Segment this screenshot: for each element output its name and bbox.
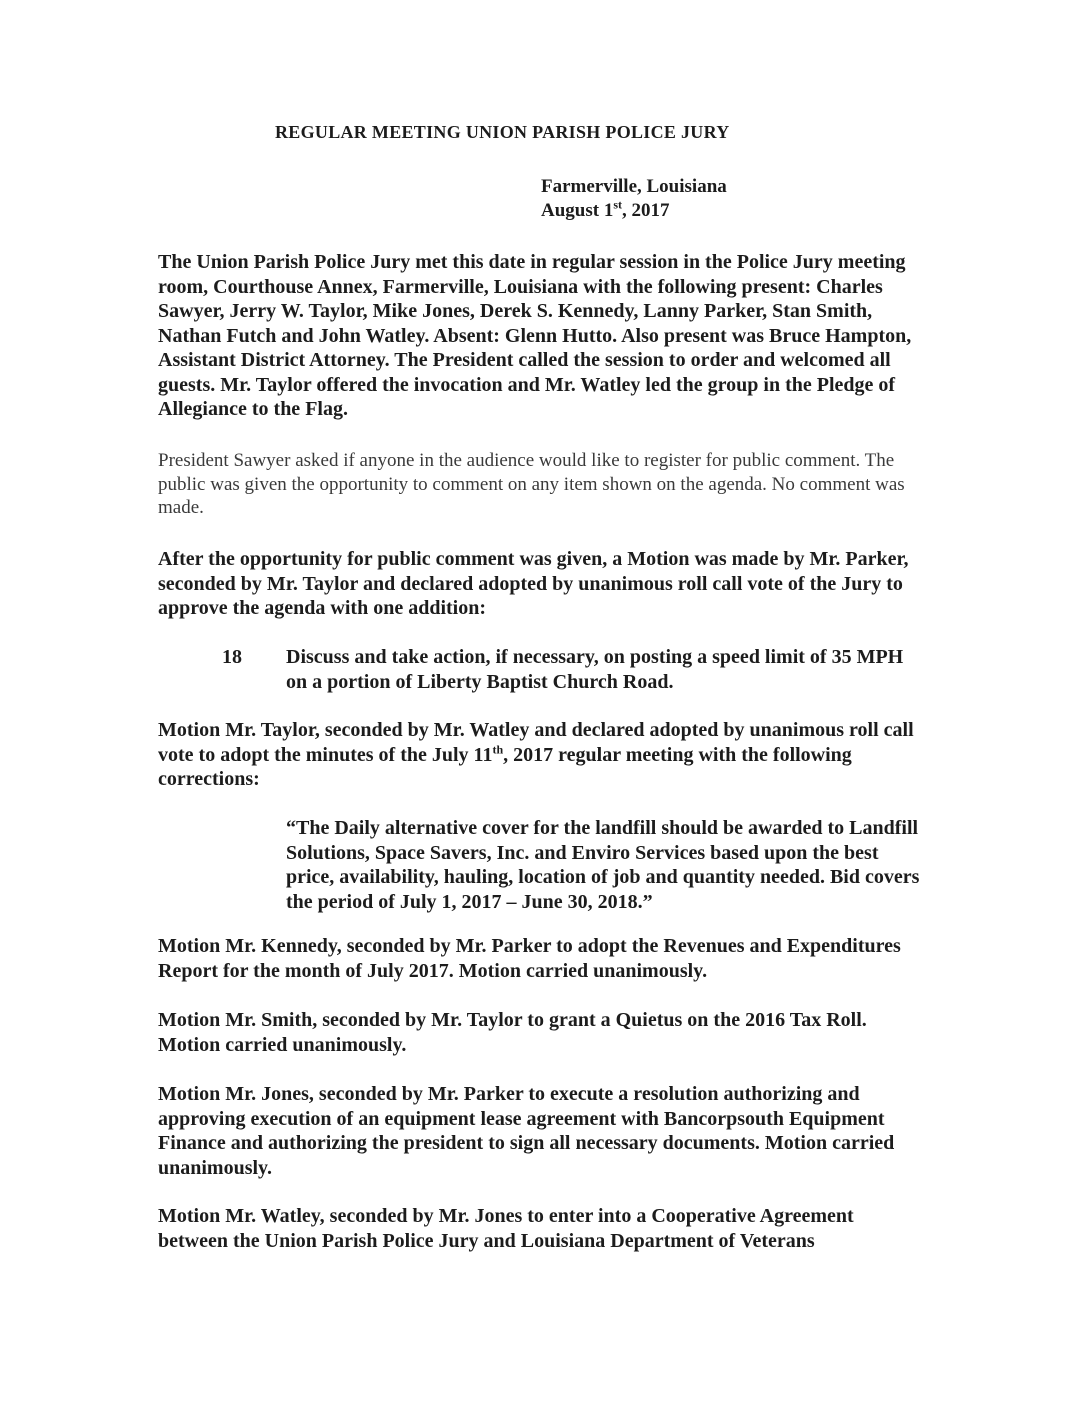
minutes-paragraph: Motion Mr. Taylor, seconded by Mr. Watley and declared adopted by unanimous roll call vote to adopt the minutes of the July 11th, 2017 regular meeting with the following corrections: (158, 719, 914, 790)
meeting-location: Farmerville, Louisiana (541, 176, 727, 197)
meeting-date: August 1st, 2017 (541, 197, 670, 221)
cooperative-paragraph: Motion Mr. Watley, seconded by Mr. Jones to enter into a Cooperative Agreement between the Union Parish Police Jury and Louisiana Department of Veterans (158, 1205, 854, 1252)
opening-paragraph: The Union Parish Police Jury met this date in regular session in the Police Jury meeting room, Courthouse Annex, Farmerville, Louisiana with the following present: Charles Sawyer, Jerry W. Taylor, Mike Jones, Derek S. Kennedy, Lanny Parker, Stan Smith, Nathan Futch and John Watley. Absent: Glenn Hutto. Also present was Bruce Hampton, Assistant District Attorney. The President called the session to order and welcomed all guests. Mr. Taylor offered the invocation and Mr. Watley led the group in the Pledge of Allegiance to the Flag. (158, 251, 912, 420)
document-title: REGULAR MEETING UNION PARISH POLICE JURY (275, 122, 730, 142)
public-comment-paragraph: President Sawyer asked if anyone in the audience would like to register for public comment. The public was given the opportunity to comment on any item shown on the agenda. No comment was made. (158, 450, 905, 518)
agenda-item-text: Discuss and take action, if necessary, on posting a speed limit of 35 MPH on a portion of Liberty Baptist Church Road. (286, 646, 904, 693)
revenues-paragraph: Motion Mr. Kennedy, seconded by Mr. Parker to adopt the Revenues and Expenditures Report for the month of July 2017. Motion carried unanimously. (158, 935, 901, 982)
correction-quote: “The Daily alternative cover for the landfill should be awarded to Landfill Solutions, Space Savers, Inc. and Enviro Services based upon the best price, availability, hauling, location of job and quantity needed. Bid covers the period of July 1, 2017 – June 30, 2018.” (286, 817, 920, 913)
meeting-location-date (541, 175, 727, 223)
agenda-paragraph: After the opportunity for public comment was given, a Motion was made by Mr. Parker, seconded by Mr. Taylor and declared adopted by unanimous roll call vote of the Jury to approve the agenda with one addition: (158, 548, 909, 619)
quietus-paragraph: Motion Mr. Smith, seconded by Mr. Taylor to grant a Quietus on the 2016 Tax Roll. Motion carried unanimously. (158, 1009, 867, 1056)
agenda-item-number: 18 (222, 646, 242, 668)
lease-paragraph: Motion Mr. Jones, seconded by Mr. Parker to execute a resolution authorizing and approving execution of an equipment lease agreement with Bancorpsouth Equipment Finance and authorizing the president to sign all necessary documents. Motion carried unanimously. (158, 1083, 895, 1179)
